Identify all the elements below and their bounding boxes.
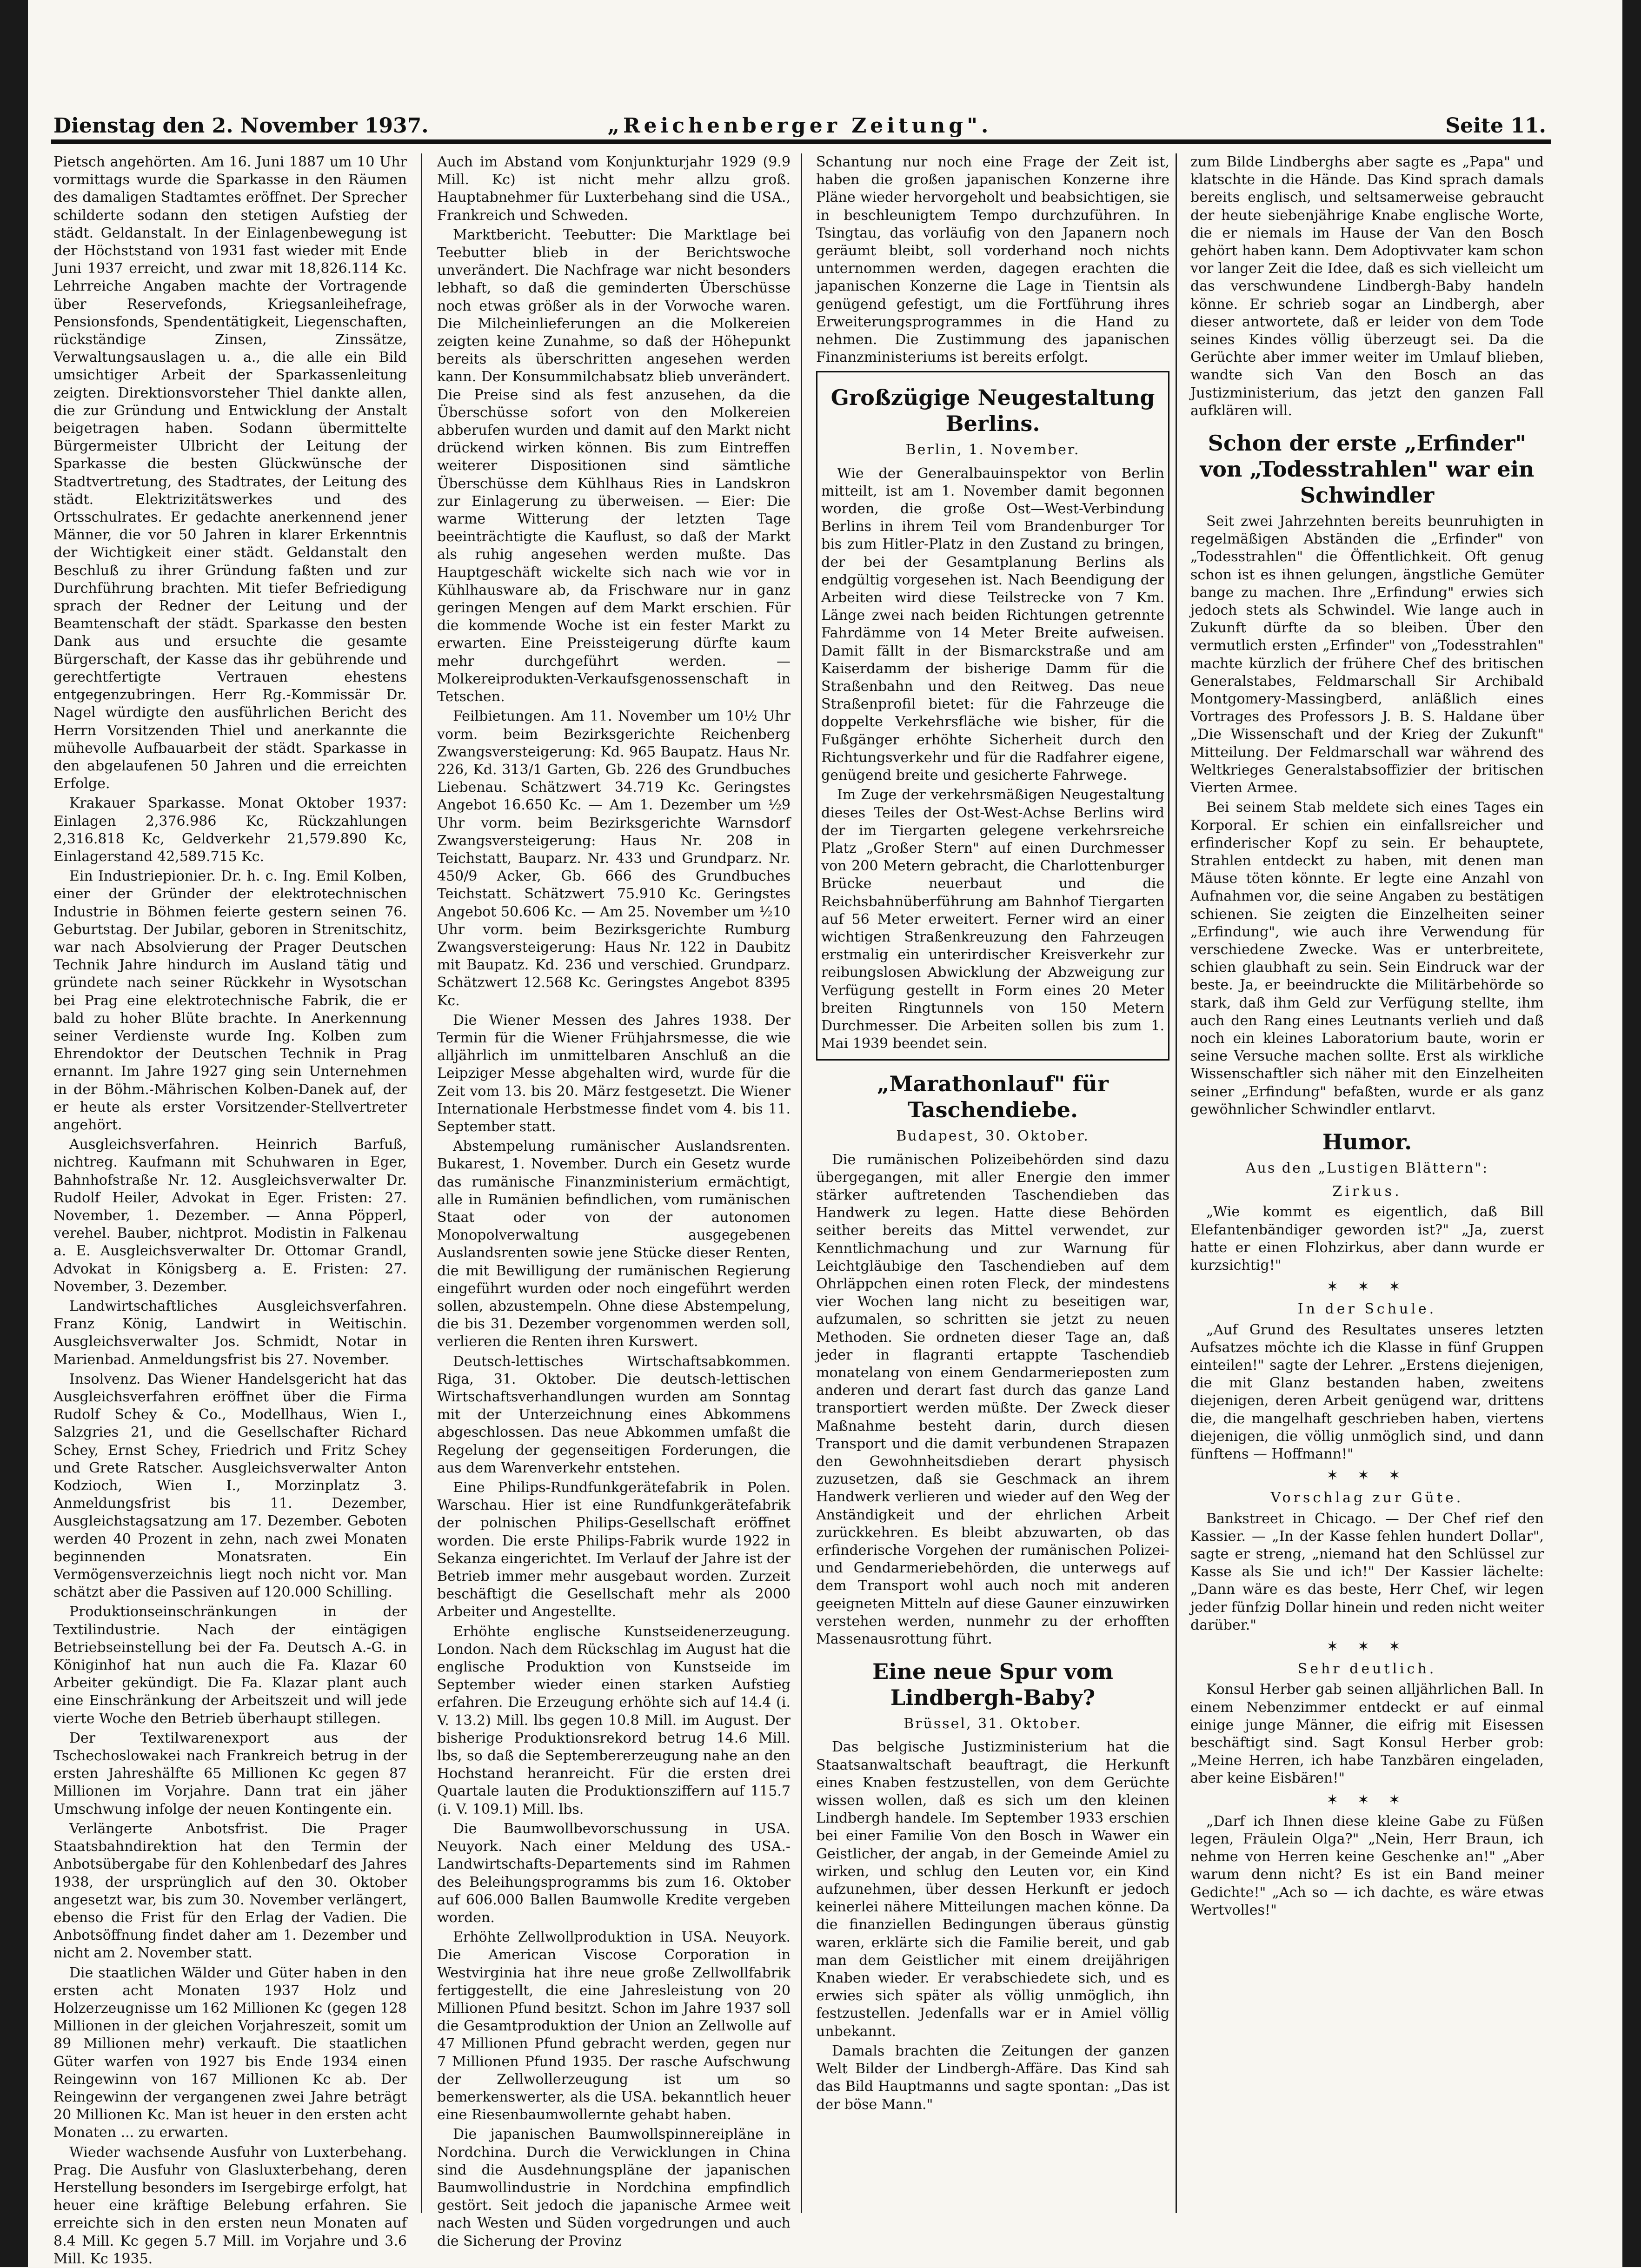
separator: ✶ ✶ ✶ [1326,1638,1408,1655]
dateline: Budapest, 30. Oktober. [896,1128,1090,1145]
paragraph: zum Bilde Lindberghs aber sagte es „Papa" und klatschte in die Hände. Das Kind sprach damals bereits englisch, und seltsamerweise gebraucht der heute siebenjährige Knabe englische Worte, die er niemals im Hause der Van den Bosch gehört haben kann. Dem Adoptivvater kam schon vor langer Zeit die Idee, daß es sich vielleicht um das verschwundene Lindbergh-Baby handeln könne. Er schrieb sogar an Lindbergh, aber dieser antwortete, daß er leider von dem Tode seines Kindes völlig überzeugt sei. Da die Gerüchte aber immer weiter im Umlauf blieben, wandte sich Van den Bosch an das Justizministerium, das jetzt den ganzen Fall aufklären will. [1190,154,1544,419]
paragraph: Ausgleichsverfahren. Heinrich Barfuß, nichtreg. Kaufmann mit Schuhwaren in Eger, Bahnhofstraße Nr. 12. Ausgleichsverwalter Dr. Rudolf Heiler, Advokat in Eger. Fristen: 27. November, 1. Dezember. — Anna Pöpperl, verehel. Bauber, nichtprot. Modistin in Falkenau a. E. Ausgleichsverwalter Dr. Ottomar Grandl, Advokat in Königsberg a. E. Fristen: 27. November, 3. Dezember. [53,1136,407,1295]
paragraph: Feilbietungen. Am 11. November um 10½ Uhr vorm. beim Bezirksgerichte Reichenberg Zwangsversteigerung: Kd. 965 Baupatz. Haus Nr. 226, Kd. 313/1 Garten, Gb. 226 des Grundbuches Liebenau. Schätzwert 34.719 Kc. Geringstes Angebot 16.650 Kc. — Am 1. Dezember um ½9 Uhr vorm. beim Bezirksgerichte Warnsdorf Zwangsversteigerung: Haus Nr. 208 in Teichstatt, Bauparz. Nr. 433 und Grundparz. Nr. 450/9 Acker, Gb. 666 des Grundbuches Teichstatt. Schätzwert 75.910 Kc. Geringstes Angebot 50.606 Kc. — Am 25. November um ½10 Uhr vorm. beim Bezirksgerichte Rumburg Zwangsversteigerung: Haus Nr. 122 in Daubitz mit Baupatz. Kd. 236 und verschied. Grundparz. Schätzwert 12.568 Kc. Geringstes Angebot 8395 Kc. [437,708,791,1009]
dateline: Berlin, 1. November. [905,442,1080,458]
column-1 [53,153,407,2267]
paragraph: Schantung nur noch eine Frage der Zeit ist, haben die großen japanischen Konzerne ihre Pläne wieder hervorgeholt und beabsichtigen, sie in beschleunigtem Tempo durchzuführen. In Tsingtau, das vorläufig von den Japanern noch geräumt bleibt, soll vorderhand noch nichts unternommen werden, dagegen erachten die japanischen Konzerne die Lage in Tientsin als genügend gefestigt, um die Fortführung ihres Erweiterungsprogrammes in die Hand zu nehmen. Die Zustimmung des japanischen Finanzministeriums ist bereits erfolgt. [816,154,1169,366]
separator: ✶ ✶ ✶ [1326,1279,1408,1295]
separator: ✶ ✶ ✶ [1326,1791,1408,1808]
paragraph: Auch im Abstand vom Konjunkturjahr 1929 (9.9 Mill. Kc) ist nicht mehr allzu groß. Hauptabnehmer für Luxterbehang sind die USA., Frankreich und Schweden. [437,154,791,224]
header-rule [51,139,1551,144]
paragraph: Wie der Generalbauinspektor von Berlin mitteilt, ist am 1. November damit begonnen worden, die große Ost—West-Verbindung Berlins in ihrem Teil vom Brandenburger Tor bis zum Hitler-Platz in den Zustand zu bringen, der bei der Gesamtplanung Berlins als endgültig vorgesehen ist. Nach Beendigung der Arbeiten wird diese Teilstrecke von 7 Km. Länge zwei nach beiden Richtungen getrennte Fahrdämme von 14 Meter Breite aufweisen. Damit fällt in der Bismarckstraße und am Kaiserdamm der bisherige Damm für die Straßenbahn und den Reitweg. Das neue Straßenprofil bietet: für die Fahrzeuge die doppelte Verkehrsfläche wie bisher, für die Fußgänger erhöhte Sicherheit durch den Richtungsverkehr und für die Radfahrer eigene, genügend breite und gesicherte Fahrwege. [821,465,1164,784]
paragraph: Die Baumwollbevorschussung in USA. Neuyork. Nach einer Meldung des USA.-Landwirtschafts-Departements sind im Rahmen des Beleihungsprogramms bis zum 16. Oktober auf 606.000 Ballen Baumwolle Kredite vergeben worden. [437,1820,791,1926]
paragraph: Deutsch-lettisches Wirtschaftsabkommen. Riga, 31. Oktober. Die deutsch-lettischen Wirtschaftsverhandlungen wurden am Sonntag mit der Unterzeichnung eines Abkommens abgeschlossen. Das neue Abkommen umfaßt die Regelung der gegenseitigen Forderungen, die aus dem Warenverkehr entstehen. [437,1353,791,1476]
headline: Großzügige Neugestaltung Berlins. [830,385,1155,437]
article-berlin [816,371,1169,1061]
paragraph: Die staatlichen Wälder und Güter haben in den ersten acht Monaten 1937 Holz und Holzerzeugnisse um 162 Millionen Kc (gegen 128 Millionen in der gleichen Vorjahreszeit, somit um 89 Millionen mehr) verkauft. Die staatlichen Güter warfen von 1927 bis Ende 1934 einen Reingewinn von 167 Millionen Kc ab. Der Reingewinn der vergangenen zwei Jahre beträgt 20 Millionen Kc. Man ist heuer in den ersten acht Monaten ... zu erwarten. [53,1964,407,2141]
paragraph: Pietsch angehörten. Am 16. Juni 1887 um 10 Uhr vormittags wurde die Sparkasse in den Räumen des damaligen Stadtamtes eröffnet. Der Sprecher schilderte sodann den stetigen Aufstieg der städt. Geldanstalt. In der Einlagenbewegung ist der Höchststand von 1931 fast wieder mit Ende Juni 1937 erreicht, und zwar mit 18,826.114 Kc. Lehrreiche Angaben machte der Vortragende über Reservefonds, Kriegsanleihefrage, Pensionsfonds, Spendentätigkeit, Liegenschaften, rückständige Zinsen, Zinssätze, Verwaltungsauslagen u. a., die alle ein Bild umsichtiger Arbeit der Sparkassenleitung zeigten. Direktionsvorsteher Thiel dankte allen, die zur Gründung und Entwicklung der Anstalt beigetragen haben. Sodann übermittelte Bürgermeister Ulbricht der Leitung der Sparkasse die besten Glückwünsche der Stadtvertretung, des Stadtrates, der Leitung des städt. Elektrizitätswerkes und des Ortsschulrates. Er gedachte anerkennend jener Männer, die vor 50 Jahren in klarer Erkenntnis der Wichtigkeit einer städt. Geldanstalt den Beschluß zu ihrer Gründung faßten und zur Durchführung brachten. Mit tiefer Befriedigung sprach der Redner der Leitung und der Beamtenschaft der städt. Sparkasse den besten Dank aus und ersuchte die gesamte Bürgerschaft, der Kasse das ihr gebührende und gerechtfertigte Vertrauen ehestens entgegenzubringen. Herr Rg.-Kommissär Dr. Nagel würdigte den ausführlichen Bericht des Herrn Vorsitzenden Thiel und anerkannte die mühevolle Aufbauarbeit der städt. Sparkasse in den abgelaufenen 50 Jahren und die erreichten Erfolge. [53,154,407,792]
paragraph: Erhöhte Zellwollproduktion in USA. Neuyork. Die American Viscose Corporation in Westvirginia hat ihre neue große Zellwollfabrik fertiggestellt, die eine Jahresleistung von 20 Millionen Pfund besitzt. Schon im Jahre 1937 soll die Gesamtproduktion der Union an Zellwolle auf 47 Millionen Pfund gebracht werden, gegen nur 7 Millionen Pfund 1935. Der rasche Aufschwung der Zellwollerzeugung ist um so bemerkenswerter, als die USA. bekanntlich heuer eine Riesenbaumwollernte gehabt haben. [437,1929,791,2123]
joke-text: „Darf ich Ihnen diese kleine Gabe zu Füßen legen, Fräulein Olga?" „Nein, Herr Braun, ich nehme von Herren keine Geschenke an!" „Aber warum denn nicht? Es ist ein Band meiner Gedichte!" „Ach so — ich dachte, es wäre etwas Wertvolles!" [1190,1813,1544,1918]
paragraph: Der Textilwarenexport aus der Tschechoslowakei nach Frankreich betrug in der ersten Jahreshälfte 65 Millionen Kc gegen 87 Millionen im Vorjahre. Dann trat ein jäher Umschwung infolge der neuen Kontingente ein. [53,1730,407,1817]
column-2 [437,153,791,2249]
joke-title: In der Schule. [1297,1301,1437,1318]
headline: „Marathonlauf" für Taschendiebe. [877,1071,1109,1123]
paragraph: Erhöhte englische Kunstseidenerzeugung. London. Nach dem Rückschlag im August hat die englische Produktion von Kunstseide im September wieder einen starken Aufstieg erfahren. Die Erzeugung erhöhte sich auf 14.4 (i. V. 13.2) Mill. lbs gegen 10.8 Mill. im August. Der bisherige Produktionsrekord betrug 14.6 Mill. lbs, so daß die Septembererzeugung nahe an den Hochstand heranreicht. Für die ersten drei Quartale lauten die Produktionsziffern auf 115.7 (i. V. 109.1) Mill. lbs. [437,1623,791,1817]
paragraph: Damals brachten die Zeitungen der ganzen Welt Bilder der Lindbergh-Affäre. Das Kind sah das Bild Hauptmanns und sagte spontan: „Das ist der böse Mann." [816,2043,1169,2113]
joke-title: Vorschlag zur Güte. [1270,1490,1464,1506]
paragraph: Bei seinem Stab meldete sich eines Tages ein Korporal. Er schien ein einfallsreicher und erfinderischer Kopf zu sein. Er behauptete, Strahlen entdeckt zu haben, mit denen man Mäuse töten könnte. Er legte eine Anzahl von Aufnahmen vor, die seine Angaben zu bestätigen schienen. Sie zeigten die Einzelheiten seiner „Erfindung", wie auch ihre Verwendung für verschiedene Zwecke. Was er unterbreitete, schien glaubhaft zu sein. Sein Eindruck war der beste. Ja, er beeindruckte die Militärbehörde so stark, daß ihm Geld zur Verfügung stellte, ihm auch den Rang eines Leutnants verlieh und daß noch ein kleines Laboratorium baute, worin er seine Versuche machen sollte. Erst als wirkliche Wissenschaftler sich näher mit den Einzelheiten seiner „Erfindung" befaßten, wurde er als ganz gewöhnlicher Schwindler entlarvt. [1190,799,1544,1118]
paragraph: Die japanischen Baumwollspinnereipläne in Nordchina. Durch die Verwicklungen in China sind die Ausdehnungspläne der japanischen Baumwollindustrie in Nordchina empfindlich gestört. Seit jedoch die japanische Armee weit nach Westen und Süden vorgedrungen und auch die Sicherung der Provinz [437,2126,791,2249]
column-divider [1176,153,1177,2213]
paragraph: Im Zuge der verkehrsmäßigen Neugestaltung dieses Teiles der Ost-West-Achse Berlins wird der im Tiergarten gelegene verkehrsreiche Platz „Großer Stern" auf einen Durchmesser von 200 Metern gebracht, die Charlottenburger Brücke neuerbaut und die Reichsbahnüberführung am Bahnhof Tiergarten auf 56 Meter erweitert. Ferner wird an einer wichtigen Straßenkreuzung den Fahrzeugen erstmalig ein unterirdischer Kreisverkehr zur reibungslosen Abwicklung der Abzweigung zur Verfügung gestellt in Form eines 20 Meter breiten Ringtunnels von 150 Metern Durchmesser. Die Arbeiten sollen bis zum 1. Mai 1939 beendet sein. [821,787,1164,1052]
column-divider [421,153,422,2213]
paragraph: Produktionseinschränkungen in der Textilindustrie. Nach der eintägigen Betriebseinstellung bei der Fa. Deutsch A.-G. in Königinhof hat nun auch die Fa. Klazar 60 Arbeiter gekündigt. Die Fa. Klazar plant auch eine Einschränkung der Arbeitszeit und will jede vierte Woche den Betrieb überhaupt stillegen. [53,1604,407,1727]
joke-text: Bankstreet in Chicago. — Der Chef rief den Kassier. — „In der Kasse fehlen hundert Dollar", sagte er streng, „niemand hat den Schlüssel zur Kasse als Sie und ich!" Der Kassier lächelte: „Dann wäre es das beste, Herr Chef, wir legen jeder fünfzig Dollar hinein und reden nicht weiter darüber." [1190,1510,1544,1633]
paragraph: Abstempelung rumänischer Auslandsrenten. Bukarest, 1. November. Durch ein Gesetz wurde das rumänische Finanzministerium ermächtigt, alle in Rumänien befindlichen, vom rumänischen Staat oder von der autonomen Monopolverwaltung ausgegebenen Auslandsrenten sowie jene Stücke dieser Renten, die mit Bewilligung der rumänischen Regierung eingeführt wurden oder noch eingeführt werden sollen, abzustempeln. Ohne diese Abstempelung, die bis 31. Dezember vorgenommen werden soll, verlieren die Renten ihren Kurswert. [437,1138,791,1350]
joke-title: Sehr deutlich. [1297,1661,1437,1678]
dateline: Brüssel, 31. Oktober. [904,1716,1082,1732]
humor-source: Aus den „Lustigen Blättern": [1245,1160,1489,1176]
paragraph: Verlängerte Anbotsfrist. Die Prager Staatsbahndirektion hat den Termin der Anbotsübergabe für den Kohlenbedarf des Jahres 1938, der ursprünglich auf den 30. Oktober angesetzt war, bis zum 30. November verlängert, ebenso die Frist für den Erlag der Vadien. Die Anbotsöffnung findet daher am 1. Dezember und nicht am 2. November statt. [53,1820,407,1962]
page-number: Seite 11. [1445,114,1546,138]
column-4 [1190,153,1544,2213]
header-date: Dienstag den 2. November 1937. [53,114,429,138]
paragraph: Eine Philips-Rundfunkgerätefabrik in Polen. Warschau. Hier ist eine Rundfunkgerätefabrik der polnischen Philips-Gesellschaft eröffnet worden. Die erste Philips-Fabrik wurde 1922 in Sekanza eingerichtet. Im Verlauf der Jahre ist der Betrieb immer mehr ausgebaut worden. Zurzeit beschäftigt die Gesellschaft mehr als 2000 Arbeiter und Angestellte. [437,1479,791,1620]
scan-right-edge [1622,0,1641,2267]
joke-text: „Wie kommt es eigentlich, daß Bill Elefantenbändiger geworden ist?" „Ja, zuerst hatte er einen Flohzirkus, aber dann wurde er kurzsichtig!" [1190,1204,1544,1273]
joke-text: Konsul Herber gab seinen alljährlichen Ball. In einem Nebenzimmer entdeckt er auf einmal einige junge Männer, die eifrig mit Eisessen beschäftigt sind. Sagt Konsul Herber grob: „Meine Herren, ich habe Tanzbären eingeladen, aber keine Eisbären!" [1190,1681,1544,1787]
paragraph: Seit zwei Jahrzehnten bereits beunruhigten in regelmäßigen Abständen die „Erfinder" von „Todesstrahlen" die Öffentlichkeit. Oft genug schon ist es ihnen gelungen, ängstliche Gemüter bange zu machen. Ihre „Erfindung" erwies sich jedoch stets als Schwindel. Wie lange auch in Zukunft dürfte da so bleiben. Über den vermutlich ersten „Erfinder" von „Todesstrahlen" machte kürzlich der frühere Chef des britischen Generalstabes, Feldmarschall Sir Archibald Montgomery-Massingberd, anläßlich eines Vortrages des Professors J. B. S. Haldane über „Die Wissenschaft und der Krieg der Zukunft" Mitteilung. Der Feldmarschall war während des Weltkrieges Generalstabsoffizier der britischen Vierten Armee. [1190,513,1544,796]
joke-text: „Auf Grund des Resultates unseres letzten Aufsatzes möchte ich die Klasse in fünf Gruppen einteilen!" sagte der Lehrer. „Erstens diejenigen, die mit Glanz bestanden haben, zweitens diejenigen, deren Arbeit genügend war, drittens die, die mangelhaft geschrieben haben, viertens diejenigen, die völlig unmöglich sind, und dann fünftens — Hoffmann!" [1190,1321,1544,1462]
masthead: „Reichenberger Zeitung". [607,114,992,138]
paragraph: Das belgische Justizministerium hat die Staatsanwaltschaft beauftragt, die Herkunft eines Knaben festzustellen, von dem Gerüchte wissen wollen, daß es sich um den kleinen Lindbergh handele. Im September 1933 erschien bei einer Familie Von den Bosch in Wawer ein Geistlicher, der angab, in der Gemeinde Amiel zu wirken, und schlug den Leuten vor, ein Kind aufzunehmen, über dessen Herkunft er jedoch keinerlei nähere Mitteilungen machen könne. Da die finanziellen Bedingungen überaus günstig waren, erklärte sich die Familie bereit, und gab man dem Geistlicher mit einem dreijährigen Knaben wieder. Er verabschiedete sich, und es erwies sich später als völlig unmöglich, ihn festzustellen. Jedenfalls war er in Amiel völlig unbekannt. [816,1739,1169,2040]
paragraph: Die Wiener Messen des Jahres 1938. Der Termin für die Wiener Frühjahrsmesse, die wie alljährlich im unmittelbaren Anschluß an die Leipziger Messe abgehalten wird, wurde für die Zeit vom 13. bis 20. März festgesetzt. Die Wiener Internationale Herbstmesse findet vom 4. bis 11. September statt. [437,1012,791,1135]
headline: Schon der erste „Erfinder" von „Todesstrahlen" war ein Schwindler [1200,431,1535,508]
scan-left-edge [0,0,28,2267]
column-3 [816,153,1169,2213]
paragraph: Krakauer Sparkasse. Monat Oktober 1937: Einlagen 2,376.986 Kc, Rückzahlungen 2,316.818 Kc, Geldverkehr 21,579.890 Kc, Einlagerstand 42,589.715 Kc. [53,795,407,865]
paragraph: Insolvenz. Das Wiener Handelsgericht hat das Ausgleichsverfahren eröffnet über die Firma Rudolf Schey & Co., Modellhaus, Wien I., Salzgries 21, und die Gesellschafter Richard Schey, Ernst Schey, Friedrich und Fritz Schey und Grete Ratscher. Ausgleichsverwalter Anton Kodzioch, Wien I., Morzinplatz 3. Anmeldungsfrist bis 11. Dezember, Ausgleichstagsatzung am 17. Dezember. Geboten werden 40 Prozent in zehn, nach zwei Monaten beginnenden Monatsraten. Ein Vermögensverzeichnis liegt noch nicht vor. Man schätzt aber die Passiven auf 120.000 Schilling. [53,1371,407,1601]
paragraph: Marktbericht. Teebutter: Die Marktlage bei Teebutter blieb in der Berichtswoche unverändert. Die Nachfrage war nicht besonders lebhaft, so daß die geminderten Überschüsse noch etwas größer als in der Vorwoche waren. Die Milcheinlieferungen an die Molkereien zeigten keine Zunahme, so daß der Höhepunkt bereits als überschritten angesehen werden kann. Der Konsummilchabsatz blieb unverändert. Die Preise sind als fest anzusehen, da die Überschüsse sofort von den Molkereien abberufen wurden und damit auf den Markt nicht drückend wirken können. Bis zum Eintreffen weiterer Dispositionen sind sämtliche Überschüsse dem Kühlhaus Ries in Landskron zur Einlagerung zu überweisen. — Eier: Die warme Witterung der letzten Tage beeinträchtigte die Kauflust, so daß der Markt als ruhig angesehen werden mußte. Das Hauptgeschäft wickelte sich nach wie vor in Kühlhausware ab, da Frischware nur in ganz geringen Mengen auf dem Markt erschien. Für die kommende Woche ist ein fester Markt zu erwarten. Eine Preissteigerung dürfte kaum mehr durchgeführt werden. — Molkereiprodukten-Verkaufsgenossenschaft in Tetschen. [437,226,791,705]
headline: Eine neue Spur vom Lindbergh-Baby? [872,1659,1113,1711]
separator: ✶ ✶ ✶ [1326,1467,1408,1484]
column-divider [801,153,802,2213]
paragraph: Die rumänischen Polizeibehörden sind dazu übergegangen, mit aller Energie den immer stärker auftretenden Taschendieben das Handwerk zu legen. Hatte diese Behörden seither bereits das Mittel verwendet, zur Kenntlichmachung und zur Warnung für Leichtgläubige den Taschendieben auf dem Ohrläppchen einen roten Fleck, der mindestens vier Wochen lang nicht zu beseitigen war, aufzumalen, so schritten sie jetzt zu neuen Methoden. Sie ordneten dieser Tage an, daß jeder in flagranti ertappte Taschendieb monatelang von einem Gendarmerieposten zum anderen und derart fast durch das ganze Land transportiert werden müßte. Der Zweck dieser Maßnahme besteht darin, durch diesen Transport und die damit verbundenen Strapazen den Gewohnheitsdieben derart physisch zuzusetzen, daß sie Geschmack an ihrem Handwerk verlieren und wieder auf den Weg der Anständigkeit und der ehrlichen Arbeit zurückkehren. Es bleibt abzuwarten, ob das erfinderische Vorgehen der rumänischen Polizei- und Gendarmeriebehörden, die unterwegs auf dem Transport wohl auch noch mit anderen geeigneten Mitteln auf diese Gauner einzuwirken verstehen werden, nunmehr zu der erhofften Massenausrottung führt. [816,1151,1169,1648]
paragraph: Ein Industriepionier. Dr. h. c. Ing. Emil Kolben, einer der Gründer der elektrotechnischen Industrie in Böhmen feierte gestern seinen 76. Geburtstag. Der Jubilar, geboren in Strenitschitz, war nach Absolvierung der Prager Deutschen Technik Jahre hindurch im Ausland tätig und gründete nach seiner Rückkehr in Wysotschan bei Prag eine elektrotechnische Fabrik, die er bald zu hoher Blüte brachte. In Anerkennung seiner Verdienste wurde Ing. Kolben zum Ehrendoktor der Deutschen Technik in Prag ernannt. Im Jahre 1927 ging sein Unternehmen in der Böhm.-Mährischen Kolben-Danek auf, der er heute als erster Vorsitzender-Stellvertreter angehört. [53,868,407,1133]
paragraph: Landwirtschaftliches Ausgleichsverfahren. Franz König, Landwirt in Weitischin. Ausgleichsverwalter Jos. Schmidt, Notar in Marienbad. Anmeldungsfrist bis 27. November. [53,1298,407,1368]
paragraph: Wieder wachsende Ausfuhr von Luxterbehang. Prag. Die Ausfuhr von Glasluxterbehang, deren Herstellung besonders im Isergebirge erfolgt, hat heuer eine kräftige Belebung erfahren. Sie erreichte sich in den ersten neun Monaten auf 8.4 Mill. Kc gegen 5.7 Mill. im Vorjahre und 3.6 Mill. Kc 1935. [53,2144,407,2267]
humor-headline: Humor. [1322,1129,1412,1154]
joke-title: Zirkus. [1332,1183,1402,1200]
